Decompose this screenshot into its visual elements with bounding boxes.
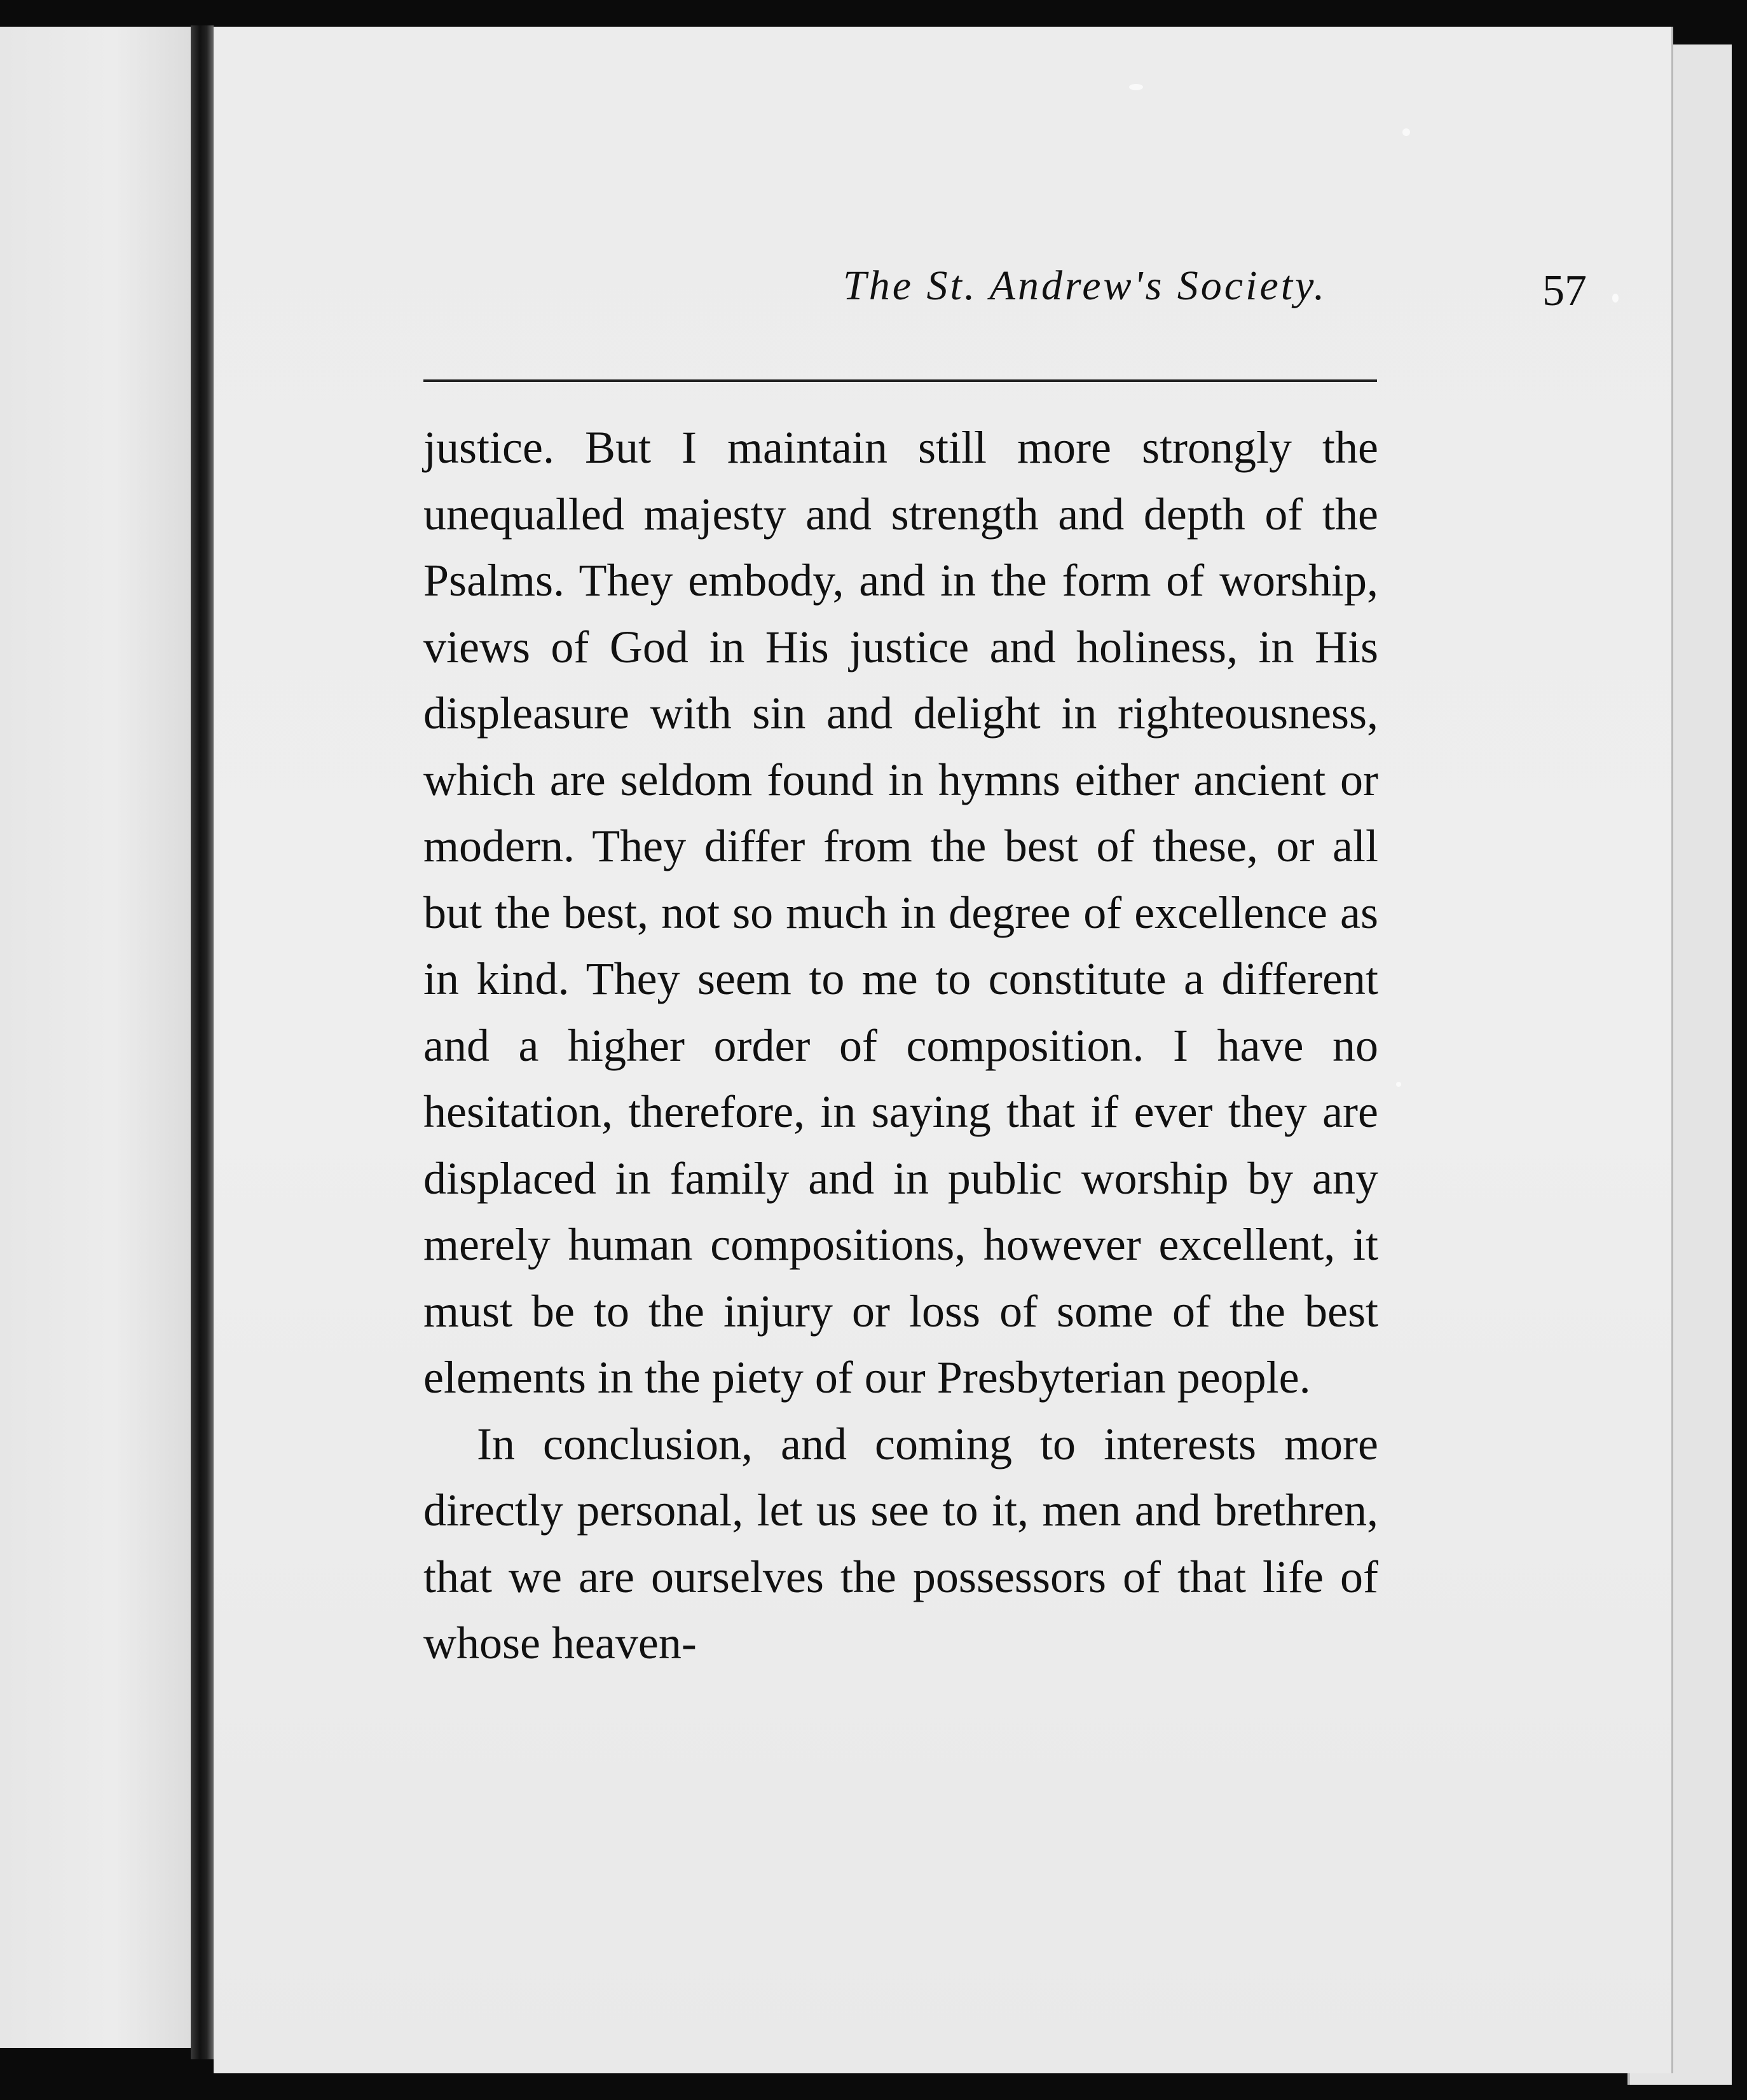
running-head-title: The St. Andrew's Society. xyxy=(843,262,1327,309)
book-gutter xyxy=(191,25,214,2059)
header-rule xyxy=(423,379,1377,382)
paragraph-continued: justice. But I maintain still more strongly the unequalled majesty and strength and depth of the Psalms. They embody, and in the form of worship, views of God in His justice and holiness, in His displeasure with sin and delight in righteousness, which are seldom found in hymns either ancient or modern. They differ from the best of these, or all but the best, not so much in degree of excellence as in kind. They seem to me to constitute a different and a higher order of composition. I have no hesitation, therefore, in saying that if ever they are displaced in family and in public worship by any merely human compositions, however excellent, it must be to the injury or loss of some of the best elements in the piety of our Presbyterian people. xyxy=(423,422,1378,1403)
book-page xyxy=(214,27,1673,2073)
page-number: 57 xyxy=(1542,266,1587,315)
body-text xyxy=(423,414,1378,1677)
running-head xyxy=(423,262,1593,338)
left-facing-page-edge xyxy=(0,27,191,2048)
paragraph-conclusion: In conclusion, and coming to interests more directly personal, let us see to it, men and brethren, that we are ourselves the possessors of that life of whose heaven- xyxy=(423,1418,1378,1668)
